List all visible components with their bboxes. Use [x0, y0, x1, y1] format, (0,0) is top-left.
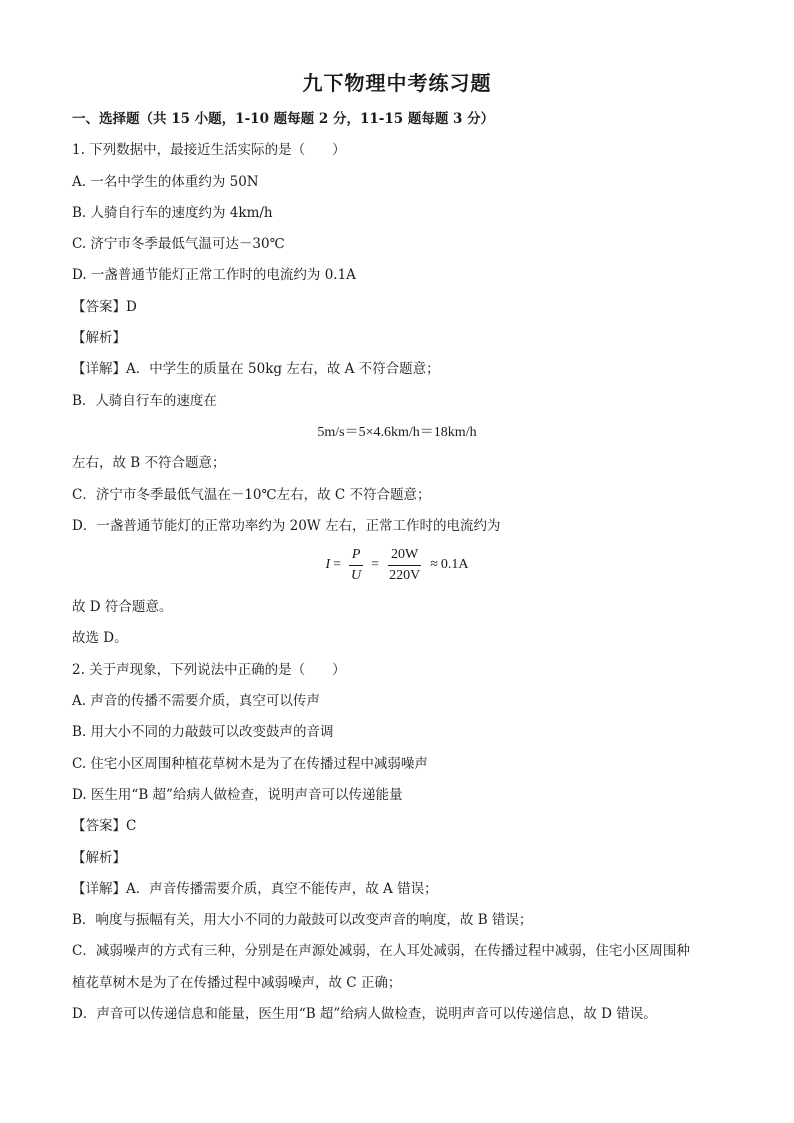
formula-approx: ≈: [430, 557, 438, 573]
page-title: 九下物理中考练习题: [302, 71, 492, 95]
question-2-option-d: D. 医生用“B 超”给病人做检查，说明声音可以传递能量: [72, 786, 403, 803]
formula-fraction-pu: [348, 546, 364, 585]
question-1-answer: 【答案】D: [72, 298, 137, 315]
question-2-option-b: B. 用大小不同的力敲鼓可以改变鼓声的音调: [72, 724, 334, 741]
document-page: [72, 68, 722, 1030]
formula-numerator-p: P: [349, 546, 364, 566]
question-1-detail-a: 【详解】A．中学生的质量在 50kg 左右，故 A 不符合题意；: [72, 361, 440, 378]
question-2-stem: 2. 关于声现象，下列说法中正确的是（ ）: [72, 661, 346, 678]
question-2-option-a: A. 声音的传播不需要介质，真空可以传声: [72, 693, 320, 710]
formula-fraction-values: [386, 546, 423, 585]
question-1-option-b: B. 人骑自行车的速度约为 4km/h: [72, 204, 273, 221]
question-1-detail-d: D．一盏普通节能灯的正常功率约为 20W 左右，正常工作时的电流约为: [72, 517, 501, 534]
question-1-option-c: C. 济宁市冬季最低气温可达－30℃: [72, 236, 285, 253]
question-2-detail-b: B．响度与振幅有关，用大小不同的力敲鼓可以改变声音的响度，故 B 错误；: [72, 912, 533, 929]
question-2-answer: 【答案】C: [72, 818, 137, 835]
question-1-detail-b-end: 左右，故 B 不符合题意；: [72, 455, 226, 472]
question-2-detail-c: C．减弱噪声的方式有三种，分别是在声源处减弱，在人耳处减弱，在传播过程中减弱，住宅小区周围种: [72, 943, 690, 960]
question-2-detail-d: D．声音可以传递信息和能量，医生用“B 超”给病人做检查，说明声音可以传递信息，故 D 错误。: [72, 1006, 657, 1023]
question-1-equation: 5m/s＝5×4.6km/h＝18km/h: [317, 424, 477, 440]
section-heading: 一、选择题（共 15 小题，1-10 题每题 2 分，11-15 题每题 3 分）: [72, 111, 495, 127]
question-1-stem: 1. 下列数据中，最接近生活实际的是（ ）: [72, 142, 346, 159]
question-2-detail-a: 【详解】A．声音传播需要介质，真空不能传声，故 A 错误；: [72, 880, 438, 897]
question-2-option-c: C. 住宅小区周围种植花草树木是为了在传播过程中减弱噪声: [72, 755, 428, 772]
formula-equals-1: =: [333, 557, 342, 573]
formula-lhs: I: [325, 557, 331, 573]
current-formula: [72, 540, 722, 590]
question-1-option-a: A. 一名中学生的体重约为 50N: [72, 173, 259, 190]
formula-denominator-220v: 220V: [389, 567, 421, 583]
question-1-choice: 故选 D。: [72, 630, 128, 647]
formula-denominator-u: U: [351, 567, 362, 583]
formula-numerator-20w: 20W: [388, 546, 421, 566]
formula-result: 0.1A: [440, 557, 469, 573]
question-2-detail-c-cont: 植花草树木是为了在传播过程中减弱噪声，故 C 正确；: [72, 974, 402, 991]
question-2-analysis-label: 【解析】: [72, 849, 126, 866]
question-1-detail-b: B．人骑自行车的速度在: [72, 392, 217, 409]
question-1-conclusion: 故 D 符合题意。: [72, 599, 173, 616]
formula-equals-2: =: [371, 557, 380, 573]
question-1-analysis-label: 【解析】: [72, 330, 126, 347]
question-1-detail-c: C．济宁市冬季最低气温在－10℃左右，故 C 不符合题意；: [72, 486, 431, 503]
question-1-option-d: D. 一盏普通节能灯正常工作时的电流约为 0.1A: [72, 267, 356, 284]
